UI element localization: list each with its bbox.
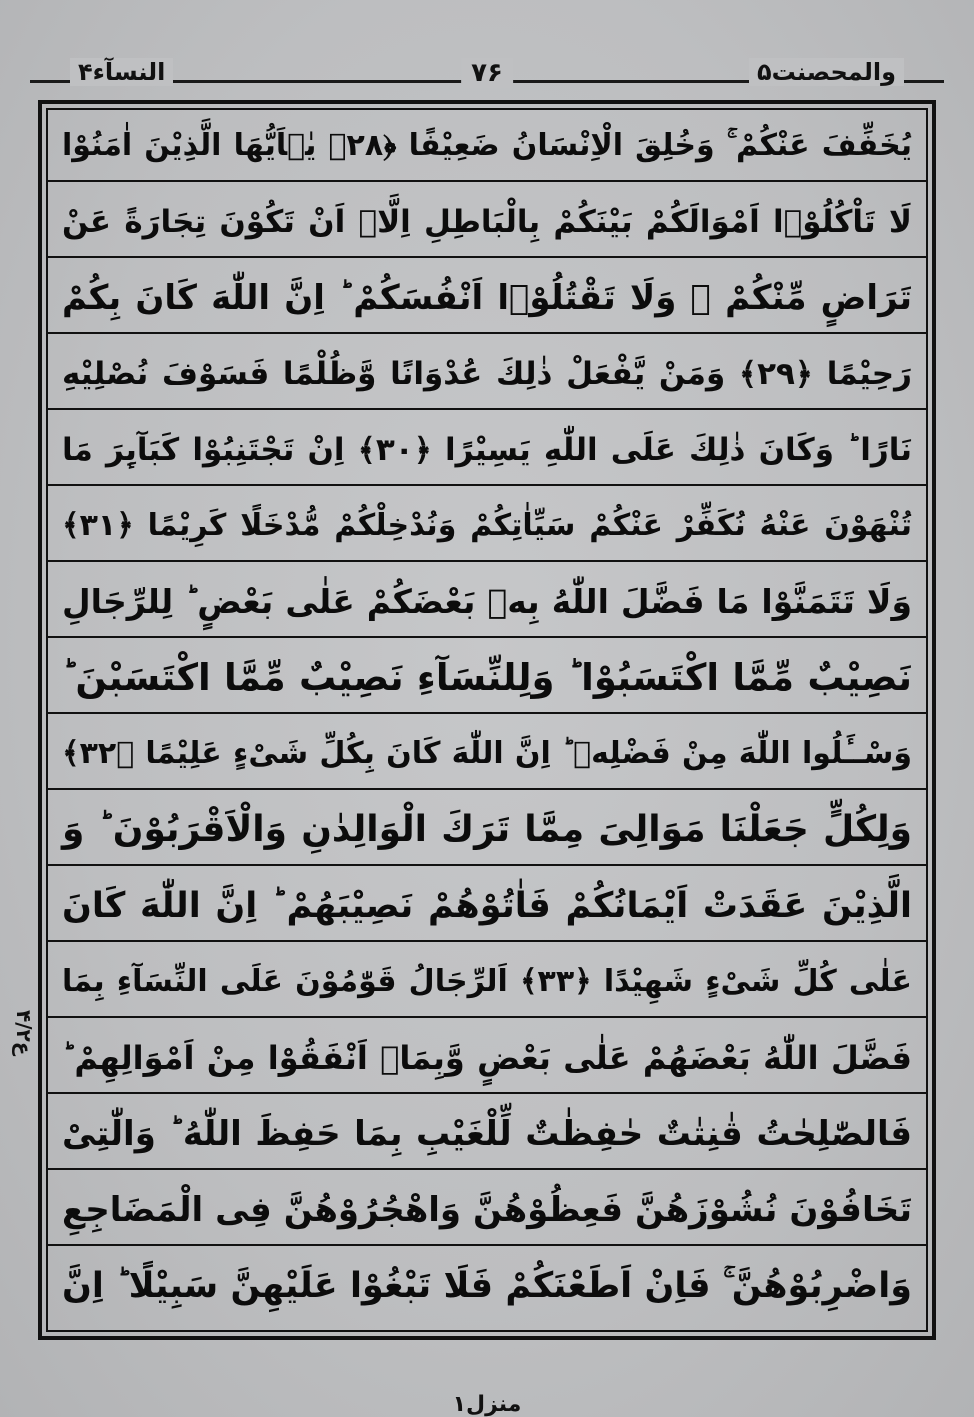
text-line: تَرَاضٍ مِّنْكُمْ ۟ وَلَا تَقْتُلُوْۤا اَنْفُسَكُمْ ؕ اِنَّ اللّٰهَ كَانَ بِكُمْ <box>48 262 926 334</box>
ruku-marker: ع۴/۲ <box>12 1010 36 1056</box>
text-line: وَلِكُلٍّ جَعَلْنَا مَوَالِیَ مِمَّا تَرَكَ الْوَالِدٰنِ وَالْاَقْرَبُوْنَ ؕ وَ <box>48 794 926 866</box>
header-juz-name: والمحصنت۵ <box>749 58 904 86</box>
text-line: وَسْــَٔلُوا اللّٰهَ مِنْ فَضْلِهٖ ؕ اِنَّ اللّٰهَ كَانَ بِكُلِّ شَیْءٍ عَلِیْمًا ﴿۳۲﴾ <box>48 718 926 790</box>
text-line: تَخَافُوْنَ نُشُوْزَهُنَّ فَعِظُوْهُنَّ وَاهْجُرُوْهُنَّ فِی الْمَضَاجِعِ <box>48 1174 926 1246</box>
text-line: وَلَا تَتَمَنَّوْا مَا فَضَّلَ اللّٰهُ بِهٖ بَعْضَكُمْ عَلٰى بَعْضٍ ؕ لِلرِّجَالِ <box>48 566 926 638</box>
manzil-footer: منزل۱ <box>452 1392 522 1417</box>
text-line: نَصِیْبٌ مِّمَّا اكْتَسَبُوْا ؕ وَلِلنِّسَآءِ نَصِیْبٌ مِّمَّا اكْتَسَبْنَ ؕ <box>48 642 926 714</box>
text-line: فَضَّلَ اللّٰهُ بَعْضَهُمْ عَلٰى بَعْضٍ وَّبِمَاۤ اَنْفَقُوْا مِنْ اَمْوَالِهِمْ ؕ <box>48 1022 926 1094</box>
text-line: وَاضْرِبُوْهُنَّ ۚ فَاِنْ اَطَعْنَكُمْ فَلَا تَبْغُوْا عَلَیْهِنَّ سَبِیْلًا ؕ اِنَّ <box>62 1266 912 1306</box>
text-line: عَلٰى كُلِّ شَیْءٍ شَهِیْدًا ﴿۳۳﴾ اَلرِّجَالُ قَوّٰمُوْنَ عَلَى النِّسَآءِ بِمَا <box>48 946 926 1018</box>
text-line: یُخَفِّفَ عَنْكُمْ ۚ وَخُلِقَ الْاِنْسَانُ ضَعِیْفًا ﴿۲۸﴾ یٰۤاَیُّهَا الَّذِیْنَ اٰمَنُوْا <box>48 110 926 182</box>
text-line: لَا تَاْكُلُوْۤا اَمْوَالَكُمْ بَیْنَكُمْ بِالْبَاطِلِ اِلَّاۤ اَنْ تَكُوْنَ تِجَارَةً عَنْ <box>48 186 926 258</box>
text-line: تُنْهَوْنَ عَنْهُ نُكَفِّرْ عَنْكُمْ سَیِّاٰتِكُمْ وَنُدْخِلْكُمْ مُّدْخَلًا كَرِیْمًا ﴿۳۱﴾ <box>48 490 926 562</box>
page-header <box>30 58 944 92</box>
text-lines <box>46 108 928 1332</box>
text-frame <box>38 100 936 1340</box>
text-line: فَالصّٰلِحٰتُ قٰنِتٰتٌ حٰفِظٰتٌ لِّلْغَیْبِ بِمَا حَفِظَ اللّٰهُ ؕ وَالّٰتِیْ <box>48 1098 926 1170</box>
text-line: رَحِیْمًا ﴿۲۹﴾ وَمَنْ یَّفْعَلْ ذٰلِكَ عُدْوَانًا وَّظُلْمًا فَسَوْفَ نُصْلِیْهِ <box>48 338 926 410</box>
header-surah-name: النسآء۴ <box>70 58 173 86</box>
page-number: ۷۶ <box>461 58 513 88</box>
text-line: الَّذِیْنَ عَقَدَتْ اَیْمَانُكُمْ فَاٰتُوْهُمْ نَصِیْبَهُمْ ؕ اِنَّ اللّٰهَ كَانَ <box>48 870 926 942</box>
text-line: نَارًا ؕ وَكَانَ ذٰلِكَ عَلَى اللّٰهِ یَسِیْرًا ﴿۳۰﴾ اِنْ تَجْتَنِبُوْا كَبَآىِٕرَ مَا <box>48 414 926 486</box>
